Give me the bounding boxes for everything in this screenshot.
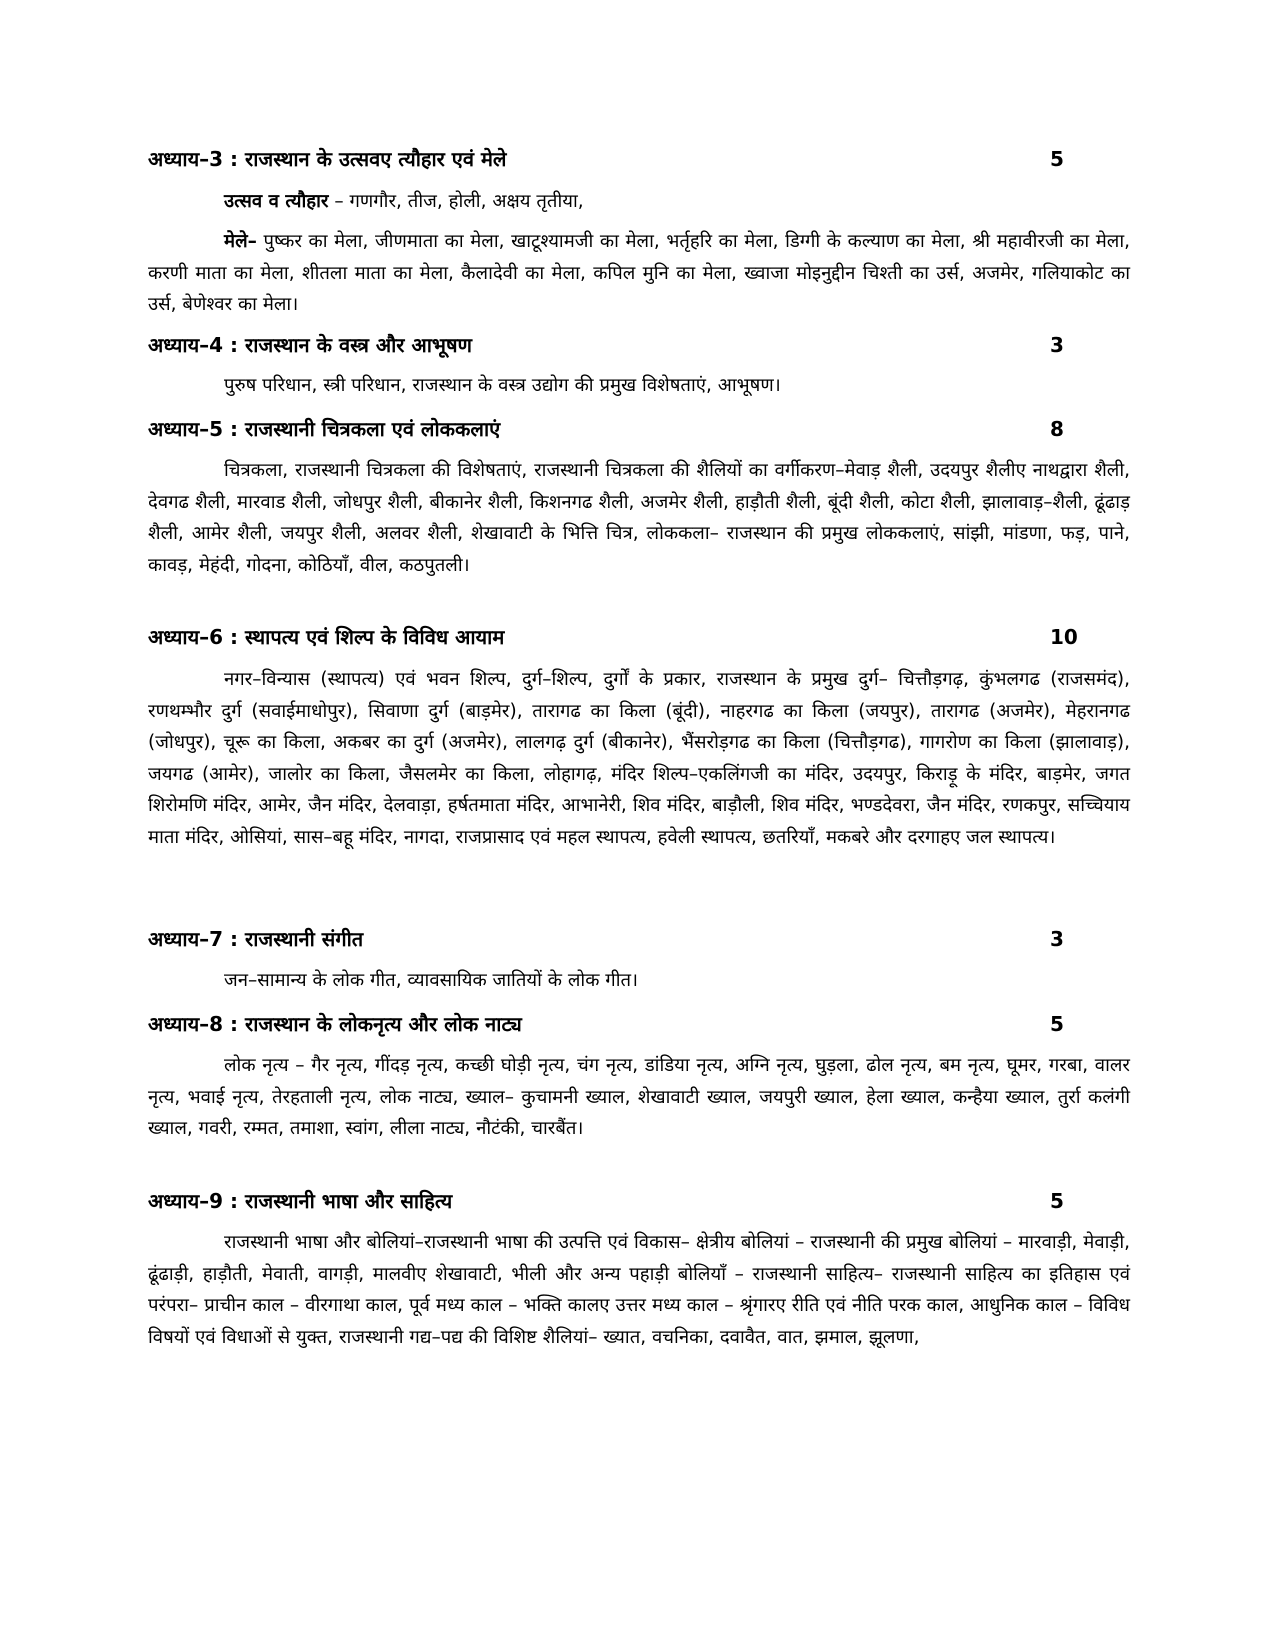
- chapter-marks: 5: [1050, 147, 1064, 171]
- chapter-title: अध्याय–8 : राजस्थान के लोकनृत्य और लोक नाट्य: [148, 1012, 522, 1036]
- paragraph-text: नगर–विन्यास (स्थापत्य) एवं भवन शिल्प, दुर्ग–शिल्प, दुर्गों के प्रकार, राजस्थान के प्रमुख दुर्ग– चित्तौड़गढ़, कुंभलगढ (राजसमंद), रणथम्भौर दुर्ग (सवाईमाधोपुर), सिवाणा दुर्ग (बाड़मेर), तारागढ का किला (बूंदी), नाहरगढ का किला (जयपुर), तारागढ (अजमेर), मेहरानगढ (जोधपुर), चूरू का किला, अकबर का दुर्ग (अजमेर), लालगढ़ दुर्ग (बीकानेर), भैंसरोड़गढ का किला (चित्तौड़गढ), गागरोण का किला (झालावाड़), जयगढ (आमेर), जालोर का किला, जैसलमेर का किला, लोहागढ़, मंदिर शिल्प–एकलिंगजी का मंदिर, उदयपुर, किराड़ू के मंदिर, बाड़मेर, जगत शिरोमणि मंदिर, आमेर, जैन मंदिर, देलवाड़ा, हर्षतमाता मंदिर, आभानेरी, शिव मंदिर, बाड़ौली, शिव मंदिर, भण्डदेवरा, जैन मंदिर, रणकपुर, सच्चियाय माता मंदिर, ओसियां, सास–बहू मंदिर, नागदा, राजप्रासाद एवं महल स्थापत्य, हवेली स्थापत्य, छतरियाँ, मकबरे और दरगाहए जल स्थापत्य।: [148, 669, 1130, 848]
- chapter-7-paragraph: [148, 965, 1130, 997]
- chapter-3-paragraph-festivals: [148, 186, 1130, 218]
- chapter-9-heading: [148, 1184, 1078, 1218]
- chapter-marks: 10: [1050, 625, 1078, 649]
- chapter-marks: 5: [1050, 1189, 1064, 1213]
- chapter-7-heading: [148, 922, 1078, 956]
- paragraph-text: जन–सामान्य के लोक गीत, व्यावसायिक जातियों के लोक गीत।: [224, 970, 639, 991]
- chapter-marks: 8: [1050, 417, 1064, 441]
- chapter-title: अध्याय–9 : राजस्थानी भाषा और साहित्य: [148, 1189, 453, 1213]
- chapter-3-heading: [148, 142, 1078, 176]
- chapter-3-paragraph-fairs: [148, 226, 1130, 321]
- chapter-8-paragraph: [148, 1050, 1130, 1145]
- paragraph-text: चित्रकला, राजस्थानी चित्रकला की विशेषताएं, राजस्थानी चित्रकला की शैलियों का वर्गीकरण–मेवाड़ शैली, उदयपुर शैलीए नाथद्वारा शैली, देवगढ शैली, मारवाड शैली, जोधपुर शैली, बीकानेर शैली, किशनगढ शैली, अजमेर शैली, हाड़ौती शैली, बूंदी शैली, कोटा शैली, झालावाड़–शैली, ढूंढाड़ शैली, आमेर शैली, जयपुर शैली, अलवर शैली, शेखावाटी के भित्ति चित्र, लोककला– राजस्थान की प्रमुख लोककलाएं, सांझी, मांडणा, फड़, पाने, कावड़, मेहंदी, गोदना, कोठियाँ, वील, कठपुतली।: [148, 460, 1130, 576]
- paragraph-lead: उत्सव व त्यौहार: [224, 191, 329, 212]
- chapter-marks: 3: [1050, 927, 1064, 951]
- chapter-title: अध्याय–5 : राजस्थानी चित्रकला एवं लोककलाएं: [148, 417, 501, 441]
- chapter-6-paragraph: [148, 664, 1130, 853]
- chapter-title: अध्याय–6 : स्थापत्य एवं शिल्प के विविध आयाम: [148, 625, 505, 649]
- chapter-title: अध्याय–7 : राजस्थानी संगीत: [148, 927, 364, 951]
- paragraph-text: – गणगौर, तीज, होली, अक्षय तृतीया,: [328, 191, 584, 212]
- chapter-6-heading: [148, 620, 1078, 654]
- chapter-8-heading: [148, 1007, 1078, 1041]
- chapter-5-paragraph: [148, 455, 1130, 581]
- paragraph-text: लोक नृत्य – गैर नृत्य, गींदड़ नृत्य, कच्छी घोड़ी नृत्य, चंग नृत्य, डांडिया नृत्य, अग्नि नृत्य, घुड़ला, ढोल नृत्य, बम नृत्य, घूमर, गरबा, वालर नृत्य, भवाई नृत्य, तेरहताली नृत्य, लोक नाट्य, ख्याल– कुचामनी ख्याल, शेखावाटी ख्याल, जयपुरी ख्याल, हेला ख्याल, कन्हैया ख्याल, तुर्रा कलंगी ख्याल, गवरी, रम्मत, तमाशा, स्वांग, लीला नाट्य, नौटंकी, चारबैंत।: [148, 1055, 1130, 1139]
- paragraph-text: राजस्थानी भाषा और बोलियां–राजस्थानी भाषा की उत्पत्ति एवं विकास– क्षेत्रीय बोलियां – राजस्थानी की प्रमुख बोलियां – मारवाड़ी, मेवाड़ी, ढूंढाड़ी, हाड़ौती, मेवाती, वागड़ी, मालवीए शेखावाटी, भीली और अन्य पहाड़ी बोलियाँ – राजस्थानी साहित्य– राजस्थानी साहित्य का इतिहास एवं परंपरा– प्राचीन काल – वीरगाथा काल, पूर्व मध्य काल – भक्ति कालए उत्तर मध्य काल – श्रृंगारए रीति एवं नीति परक काल, आधुनिक काल – विविध विषयों एवं विधाओं से युक्त, राजस्थानी गद्य–पद्य की विशिष्ट शैलियां– ख्यात, वचनिका, दवावैत, वात, झमाल, झूलणा,: [148, 1232, 1130, 1348]
- chapter-5-heading: [148, 412, 1078, 446]
- paragraph-lead: मेले–: [224, 231, 257, 252]
- chapter-title: अध्याय–4 : राजस्थान के वस्त्र और आभूषण: [148, 333, 472, 357]
- chapter-9-paragraph: [148, 1227, 1130, 1353]
- chapter-marks: 5: [1050, 1012, 1064, 1036]
- chapter-title: अध्याय–3 : राजस्थान के उत्सवए त्यौहार एवं मेले: [148, 147, 507, 171]
- chapter-4-heading: [148, 328, 1078, 362]
- paragraph-text: पुष्कर का मेला, जीणमाता का मेला, खाटूश्यामजी का मेला, भर्तृहरि का मेला, डिग्गी के कल्याण का मेला, श्री महावीरजी का मेला, करणी माता का मेला, शीतला माता का मेला, कैलादेवी का मेला, कपिल मुनि का मेला, ख्वाजा मोइनुद्दीन चिश्ती का उर्स, अजमेर, गलियाकोट का उर्स, बेणेश्वर का मेला।: [148, 231, 1130, 315]
- chapter-4-paragraph: [148, 370, 1130, 402]
- paragraph-text: पुरुष परिधान, स्त्री परिधान, राजस्थान के वस्त्र उद्योग की प्रमुख विशेषताएं, आभूषण।: [224, 375, 781, 396]
- chapter-marks: 3: [1050, 333, 1064, 357]
